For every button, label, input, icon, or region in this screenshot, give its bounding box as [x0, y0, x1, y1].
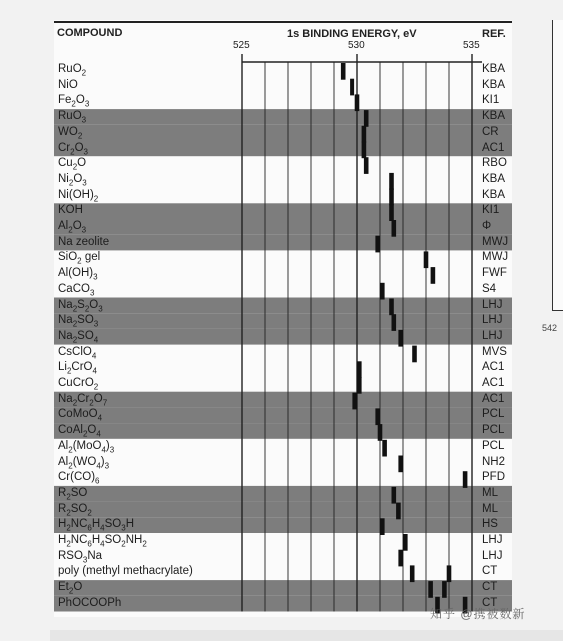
- compound-label: $H_2NC_6H_4SO_3H$: [58, 518, 134, 533]
- energy-mark: [362, 142, 367, 159]
- compound-label: $Na_2Cr_2O_7$: [58, 392, 108, 407]
- shaded-row-band: [54, 125, 512, 141]
- shaded-row-band: [54, 313, 512, 329]
- energy-mark: [355, 94, 360, 111]
- reference-label: MWJ: [482, 235, 509, 248]
- compound-header: COMPOUND: [57, 27, 123, 39]
- reference-label: KBA: [482, 63, 506, 75]
- compound-label: $Na_2SO_4$: [58, 329, 99, 345]
- reference-label: LHJ: [482, 314, 503, 327]
- compound-label: SiO$_2$ gel: [58, 251, 101, 266]
- compound-label: $Cr(CO)_6$: [58, 471, 100, 486]
- chart-sheet: [54, 20, 512, 617]
- compound-label: NiO: [58, 78, 78, 91]
- compound-label: $WO_2$: [58, 125, 83, 141]
- reference-label: CR: [482, 125, 499, 138]
- energy-mark: [392, 220, 397, 237]
- compound-label: $Al_2(MoO_4)_3$: [58, 439, 115, 455]
- shaded-row-band: [54, 141, 512, 157]
- energy-mark: [431, 267, 436, 284]
- energy-mark: [352, 393, 357, 410]
- reference-label: KBA: [482, 188, 506, 201]
- shaded-row-band: [54, 203, 512, 219]
- energy-mark: [364, 157, 369, 174]
- energy-mark: [389, 173, 394, 190]
- reference-label: Φ: [482, 220, 492, 232]
- shaded-row-band: [54, 502, 512, 518]
- energy-mark: [412, 346, 417, 363]
- energy-mark: [389, 204, 394, 221]
- shaded-row-band: [54, 392, 512, 408]
- reference-label: ML: [482, 502, 498, 515]
- reference-label: S4: [482, 282, 497, 295]
- reference-label: NH2: [482, 455, 506, 468]
- energy-mark: [398, 456, 403, 473]
- energy-mark: [403, 534, 408, 551]
- energy-mark: [375, 236, 380, 253]
- energy-mark: [392, 314, 397, 331]
- x-tick-label: 525: [233, 40, 250, 51]
- energy-mark: [398, 550, 403, 567]
- energy-header: 1s BINDING ENERGY, eV: [287, 28, 417, 40]
- compound-label: Na zeolite: [58, 235, 110, 248]
- energy-mark: [362, 126, 367, 143]
- compound-label: $CoAl_2O_4$: [58, 424, 101, 439]
- energy-mark: [364, 110, 369, 127]
- compound-label: $R_2SO_2$: [58, 502, 92, 517]
- reference-label: KBA: [482, 110, 506, 123]
- compound-label: $Al_2O_3$: [58, 220, 87, 235]
- shaded-row-band: [54, 423, 512, 439]
- reference-label: ML: [482, 486, 498, 499]
- reference-label: RBO: [482, 157, 507, 170]
- energy-mark: [380, 283, 385, 300]
- shaded-row-band: [54, 329, 512, 345]
- compound-label: RuO$_2$: [58, 63, 87, 78]
- energy-mark: [375, 408, 380, 425]
- shaded-row-band: [54, 407, 512, 423]
- energy-mark: [463, 471, 468, 488]
- energy-mark: [398, 330, 403, 347]
- reference-label: LHJ: [482, 549, 503, 562]
- energy-mark: [428, 581, 433, 598]
- reference-label: PCL: [482, 424, 505, 437]
- compound-label: poly (methyl methacrylate): [58, 565, 193, 578]
- reference-label: PCL: [482, 408, 505, 421]
- reference-label: KBA: [482, 78, 506, 91]
- shaded-row-band: [54, 298, 512, 314]
- compound-label: $Cu_2O$: [58, 157, 87, 172]
- energy-mark: [424, 251, 429, 268]
- reference-label: PFD: [482, 471, 505, 484]
- compound-label: $Li_2CrO_4$: [58, 361, 97, 376]
- reference-label: AC1: [482, 377, 505, 389]
- compound-label: CoMoO$_4$: [58, 408, 103, 423]
- compound-label: PhOCOOPh: [58, 596, 122, 609]
- shaded-row-band: [54, 219, 512, 235]
- compound-label: $R_2SO$: [58, 486, 88, 502]
- energy-mark: [350, 79, 354, 96]
- ref-header: REF.: [482, 28, 506, 40]
- x-tick-label: 530: [348, 40, 365, 51]
- reference-label: FWF: [482, 267, 507, 280]
- energy-mark: [382, 440, 387, 457]
- compound-label: CaCO$_3$: [58, 282, 95, 298]
- reference-label: CT: [482, 596, 498, 609]
- shaded-row-band: [54, 486, 512, 502]
- energy-mark: [396, 503, 401, 520]
- reference-label: LHJ: [482, 534, 503, 546]
- compound-label: CuCrO$_2$: [58, 377, 99, 392]
- compound-label: $Fe_2O_3$: [58, 94, 90, 109]
- reference-label: KI1: [482, 94, 500, 107]
- page-bottom-strip: [50, 630, 563, 641]
- energy-mark: [389, 299, 394, 316]
- energy-mark: [410, 565, 415, 582]
- compound-label: $Ni_2O_3$: [58, 172, 87, 188]
- reference-label: AC1: [482, 361, 505, 374]
- reference-label: HS: [482, 518, 498, 531]
- reference-label: CT: [482, 565, 498, 578]
- compound-label: $Al_2(WO_4)_3$: [58, 455, 110, 470]
- energy-mark: [380, 518, 385, 535]
- shaded-row-band: [54, 109, 512, 125]
- energy-mark: [447, 565, 452, 582]
- adjacent-chart-tick: 542: [542, 323, 558, 333]
- compound-label: $RSO_3Na$: [58, 549, 103, 564]
- reference-label: PCL: [482, 439, 505, 452]
- reference-label: KBA: [482, 172, 506, 185]
- watermark: 知乎 @携被数新: [430, 607, 526, 621]
- reference-label: MWJ: [482, 251, 509, 264]
- energy-mark: [389, 189, 394, 206]
- reference-label: MVS: [482, 345, 507, 358]
- compound-label: $Na_2SO_3$: [58, 314, 99, 329]
- x-tick-label: 535: [463, 40, 480, 51]
- energy-mark: [357, 377, 362, 394]
- energy-mark: [378, 424, 383, 441]
- compound-label: $Na_2S_2O_3$: [58, 298, 103, 313]
- compound-label: $Et_2O$: [58, 581, 83, 596]
- adjacent-chart-edge: [552, 20, 563, 311]
- compound-label: $Al(OH)_3$: [58, 267, 98, 282]
- energy-mark: [357, 361, 362, 378]
- energy-mark: [341, 63, 346, 80]
- energy-mark: [392, 487, 397, 504]
- shaded-row-band: [54, 235, 512, 251]
- energy-mark: [442, 581, 447, 598]
- compound-label: $Ni(OH)_2$: [58, 188, 99, 203]
- reference-label: CT: [482, 581, 498, 594]
- compound-label: KOH: [58, 204, 83, 217]
- compound-label: $H_2NC_6H_4SO_2NH_2$: [58, 534, 147, 549]
- reference-label: AC1: [482, 392, 505, 405]
- reference-label: AC1: [482, 141, 505, 154]
- compound-label: RuO$_3$: [58, 110, 87, 125]
- reference-label: LHJ: [482, 329, 503, 342]
- compound-label: $Cr_2O_3$: [58, 141, 88, 156]
- compound-label: CsClO$_4$: [58, 345, 97, 360]
- reference-label: LHJ: [482, 298, 503, 311]
- reference-label: KI1: [482, 204, 500, 217]
